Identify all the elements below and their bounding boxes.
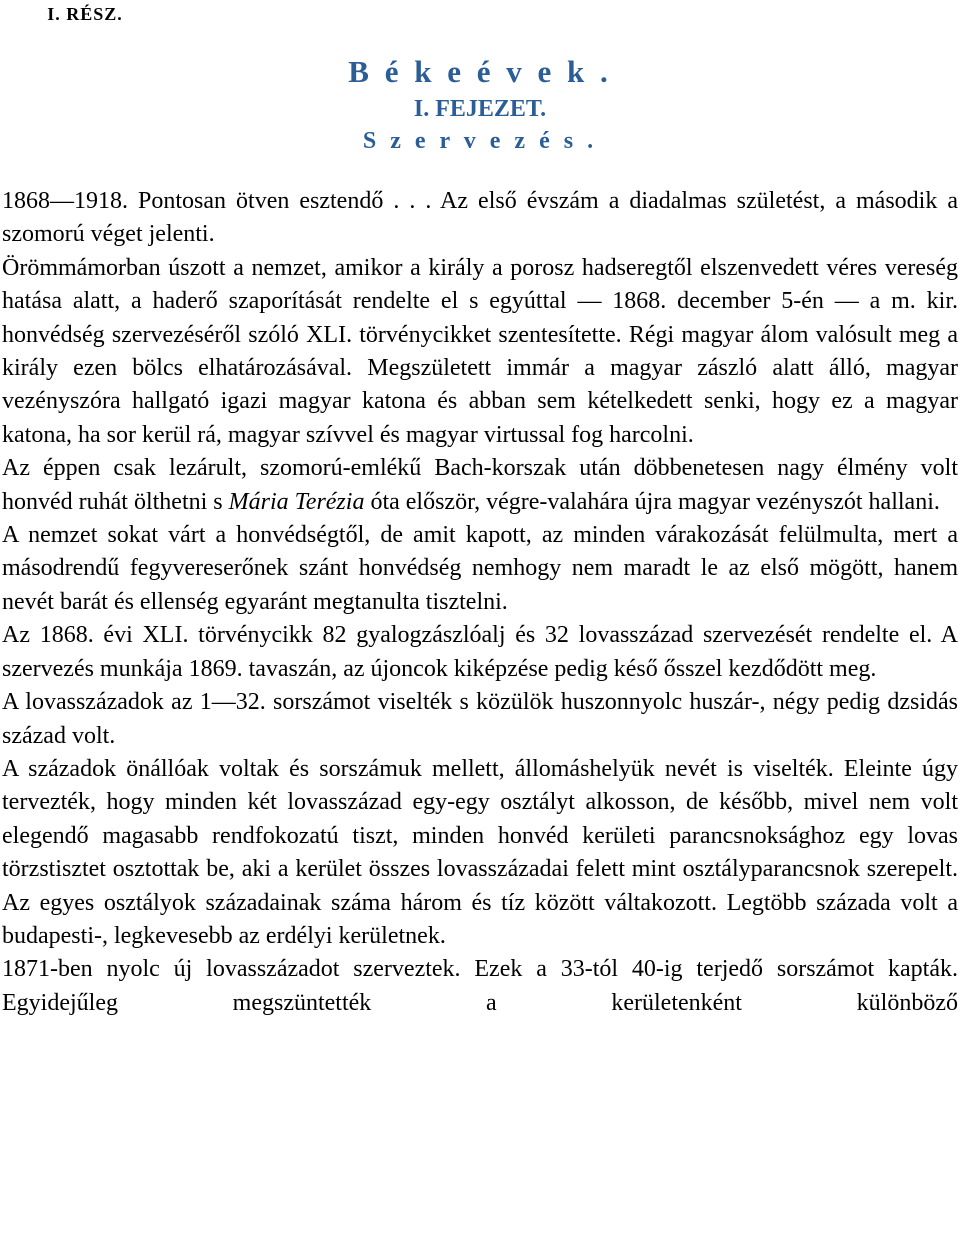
paragraph-3-name: Mária Terézia bbox=[228, 488, 365, 515]
paragraph-4: A nemzet sokat várt a honvédségtől, de amit kapott, az minden várakozását felülmulta, mert a másodrendű fegyvereserőnek szánt honvédség nemhogy nem maradt le az első mögött, hanem nevét barát és ellenség egyaránt megtanulta tisztelni. bbox=[2, 522, 958, 615]
main-title: B é k e é v e k . bbox=[348, 54, 612, 89]
paragraph-6: A lovasszázadok az 1—32. sorszámot viselték s közülök huszonnyolc huszár-, négy pedig dzsidás század volt. bbox=[2, 689, 958, 749]
paragraph-7: A századok önállóak voltak és sorszámuk mellett, állomáshelyük nevét is viselték. Eleinte úgy tervezték, hogy minden két lovasszázad egy-egy osztályt alkosson, de később, mivel nem volt elegendő magasabb rendfokozatú tiszt, minden honvéd kerületi parancsnoksághoz egy lovas törzstisztet osztottak be, aki a kerület összes lovasszázadai felett mint osztályparancsnok szerepelt. Az egyes osztályok századainak száma három és tíz között váltakozott. Legtöbb százada volt a budapesti-, legkevesebb az erdélyi kerületnek. bbox=[2, 755, 958, 949]
paragraph-5: Az 1868. évi XLI. törvénycikk 82 gyalogzászlóalj és 32 lovasszázad szervezését rendelte el. A szervezés munkája 1869. tavaszán, az újoncok kiképzése pedig késő ősszel kezdődött meg. bbox=[2, 622, 958, 682]
paragraph-3-end: óta először, végre-valahára újra magyar vezényszót hallani. bbox=[364, 488, 940, 515]
chapter-heading: I. FEJEZET. bbox=[413, 96, 547, 122]
section-subtitle: S z e r v e z é s . bbox=[362, 128, 598, 154]
paragraph-3 bbox=[2, 452, 958, 519]
paragraph-8: 1871-ben nyolc új lovasszázadot szerveztek. Ezek a 33-tól 40-ig terjedő sorszámot kapták. Egyidejűleg megszüntették a kerületenként különböző bbox=[2, 956, 958, 1016]
paragraph-3-start: Az éppen csak lezárult, szomorú-emlékű Bach-korszak után döbbenetesen nagy élmény volt honvéd ruhát ölthetni s bbox=[2, 455, 958, 515]
paragraph-1: 1868—1918. Pontosan ötven esztendő . . . Az első évszám a diadalmas születést, a második a szomorú véget jelenti. bbox=[2, 188, 958, 248]
part-heading: I. RÉSZ. bbox=[47, 4, 123, 24]
body-text bbox=[2, 185, 958, 1020]
paragraph-2: Örömmámorban úszott a nemzet, amikor a király a porosz hadseregtől elszenvedett véres vereség hatása alatt, a haderő szaporítását rendelte el s egyúttal — 1868. december 5-én — a m. kir. honvédség szervezéséről szóló XLI. törvénycikket szentesítette. Régi magyar álom valósult meg a király ezen bölcs elhatározásával. Megszületett immár a magyar zászló alatt álló, magyar vezényszóra hallgató igazi magyar katona és abban sem kételkedett senki, hogy ez a magyar katona, ha sor kerül rá, magyar szívvel és magyar virtussal fog harcolni. bbox=[2, 254, 958, 448]
